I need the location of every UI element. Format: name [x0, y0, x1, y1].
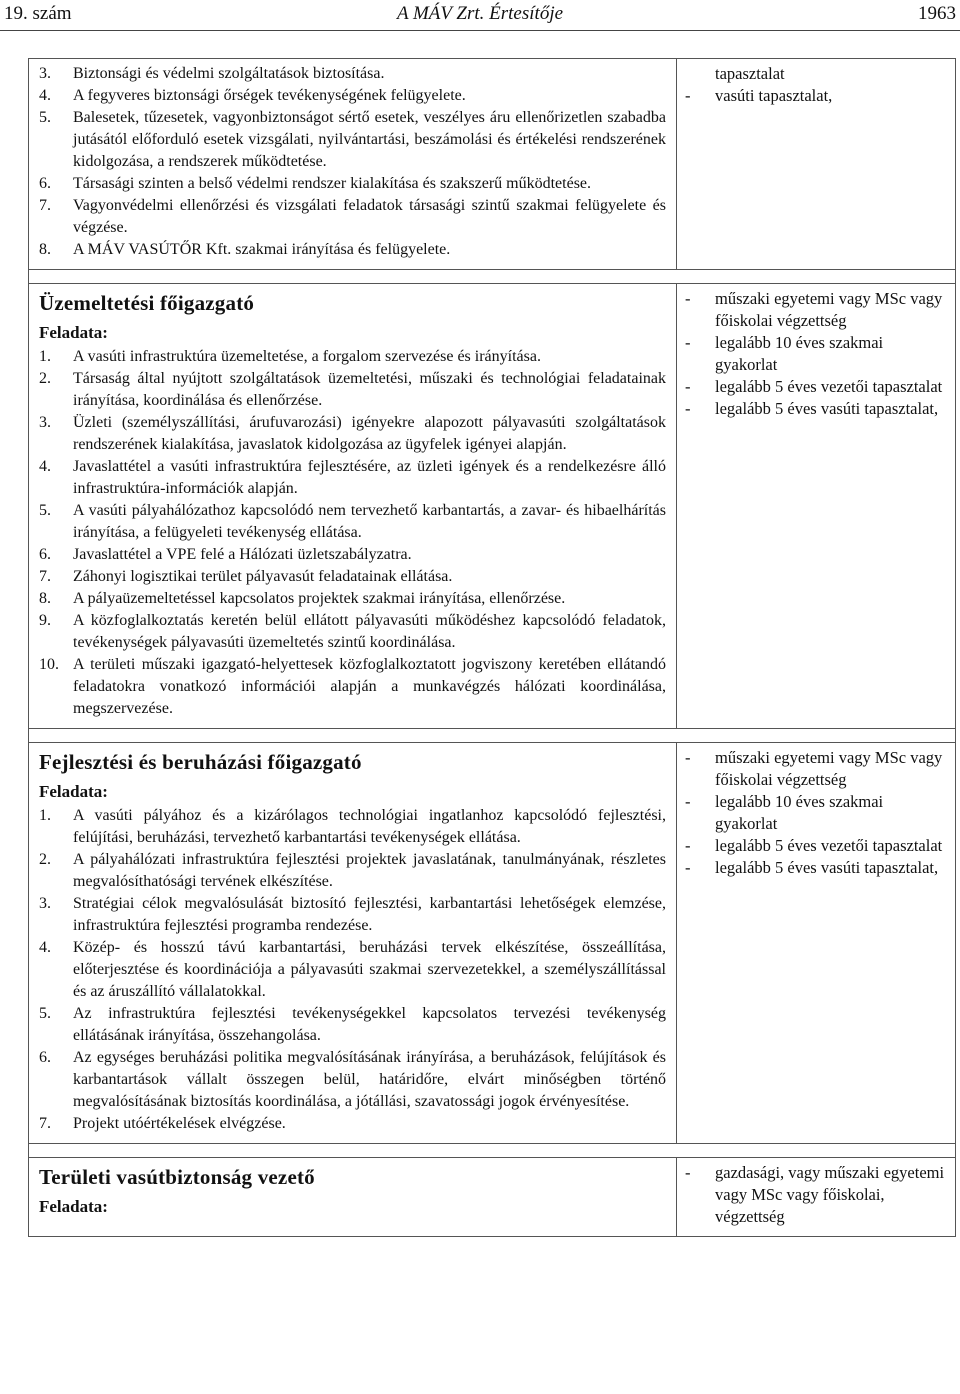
- duty-item: [39, 85, 666, 107]
- requirements-list: [685, 288, 949, 420]
- duty-text: Balesetek, tűzesetek, vagyonbiztonságot sértő esetek, veszélyes áru ellenőrizetlen szabadba jutásától előforduló esetek vizsgálati, nyilvántartási, beszámolási és értékelési rendszerének kidolgozása, a rendszerek működtetése.: [73, 109, 666, 170]
- duty-number: 3.: [39, 414, 51, 431]
- duty-item: [39, 654, 666, 720]
- duty-number: 7.: [39, 197, 51, 214]
- role-title: Üzemeltetési főigazgató: [39, 291, 255, 315]
- duty-item: [39, 500, 666, 544]
- role-title: Területi vasútbiztonság vezető: [39, 1165, 315, 1189]
- duty-text: A fegyveres biztonsági őrségek tevékenységének felügyelete.: [73, 87, 466, 104]
- duties-list: [39, 63, 666, 261]
- duty-number: 1.: [39, 348, 51, 365]
- duty-number: 1.: [39, 807, 51, 824]
- requirement-item: [685, 747, 949, 791]
- duties-cell: [29, 743, 677, 1144]
- duties-cell: [29, 284, 677, 729]
- requirement-text: legalább 5 éves vezetői tapasztalat: [715, 377, 943, 396]
- duty-text: Javaslattétel a VPE felé a Hálózati üzletszabályzatra.: [73, 546, 412, 563]
- spacer-cell: [677, 1144, 956, 1158]
- issue-number: 19. szám: [4, 3, 72, 24]
- bullet-dash: -: [685, 289, 691, 308]
- duty-number: 5.: [39, 502, 51, 519]
- duty-number: 2.: [39, 370, 51, 387]
- requirement-item: [685, 85, 949, 107]
- role-row: [29, 59, 956, 270]
- duty-number: 3.: [39, 65, 51, 82]
- duty-number: 7.: [39, 568, 51, 585]
- duties-label: Feladata:: [39, 323, 108, 342]
- duty-text: Közép- és hosszú távú karbantartási, beruházási tervek elkészítése, összeállítása, előterjesztése és koordinációja a pályavasúti szakmai szervezetekkel, a személyszállítással és az áruszállító vállalatokkal.: [73, 939, 666, 1000]
- duty-item: [39, 173, 666, 195]
- page-header: [0, 0, 960, 28]
- duty-number: 6.: [39, 175, 51, 192]
- duty-item: [39, 195, 666, 239]
- duties-list: [39, 346, 666, 720]
- duty-number: 5.: [39, 109, 51, 126]
- requirement-text: legalább 5 éves vezetői tapasztalat: [715, 836, 943, 855]
- duty-number: 9.: [39, 612, 51, 629]
- row-spacer: [29, 729, 956, 743]
- duty-text: Az infrastruktúra fejlesztési tevékenységekkel kapcsolatos tervezési tevékenység ellátásának irányítása, összehangolása.: [73, 1005, 666, 1044]
- duty-item: [39, 893, 666, 937]
- header-rule: [0, 30, 960, 31]
- row-spacer: [29, 1144, 956, 1158]
- page-number: 1963: [918, 3, 956, 24]
- requirements-list: [685, 85, 949, 107]
- duty-text: Vagyonvédelmi ellenőrzési és vizsgálati feladatok társasági szintű szakmai felügyelete és végzése.: [73, 197, 666, 236]
- duty-number: 3.: [39, 895, 51, 912]
- duty-number: 4.: [39, 458, 51, 475]
- duty-number: 4.: [39, 939, 51, 956]
- duty-item: [39, 63, 666, 85]
- duty-item: [39, 107, 666, 173]
- duty-item: [39, 456, 666, 500]
- duty-number: 4.: [39, 87, 51, 104]
- duty-item: [39, 1113, 666, 1135]
- duty-number: 2.: [39, 851, 51, 868]
- requirements-cell: [677, 284, 956, 729]
- requirement-item: [685, 1162, 949, 1228]
- duty-number: 5.: [39, 1005, 51, 1022]
- role-title: Fejlesztési és beruházási főigazgató: [39, 750, 362, 774]
- duty-item: [39, 805, 666, 849]
- duty-item: [39, 368, 666, 412]
- duty-text: Társaság által nyújtott szolgáltatások üzemeltetési, műszaki és technológiai feladatainak irányítása, koordinálása és ellenőrzése.: [73, 370, 666, 409]
- requirement-item: [685, 857, 949, 879]
- requirements-list: [685, 1162, 949, 1228]
- publication-title: A MÁV Zrt. Értesítője: [396, 3, 564, 24]
- requirement-text: legalább 5 éves vasúti tapasztalat,: [715, 399, 939, 418]
- duty-item: [39, 544, 666, 566]
- duty-text: Stratégiai célok megvalósulását biztosító fejlesztési, karbantartási lehetőségek elemzése, infrastruktúra fejlesztési programba rendezése.: [73, 895, 666, 934]
- duty-item: [39, 346, 666, 368]
- spacer-cell: [29, 729, 677, 743]
- duty-text: Projekt utóértékelések elvégzése.: [73, 1115, 286, 1132]
- duty-text: A pályaüzemeltetéssel kapcsolatos projektek szakmai irányítása, ellenőrzése.: [73, 590, 566, 607]
- duty-text: Társasági szinten a belső védelmi rendszer kialakítása és szakszerű működtetése.: [73, 175, 592, 192]
- bullet-dash: -: [685, 377, 691, 396]
- requirement-text: műszaki egyetemi vagy MSc vagy főiskolai végzettség: [715, 748, 943, 789]
- role-row: [29, 743, 956, 1144]
- spacer-cell: [29, 270, 677, 284]
- spacer-cell: [677, 729, 956, 743]
- duty-text: A MÁV VASÚTŐR Kft. szakmai irányítása és felügyelete.: [73, 241, 451, 258]
- bullet-dash: -: [685, 1163, 691, 1182]
- requirement-item: [685, 332, 949, 376]
- duty-text: A vasúti pályához és a kizárólagos technológiai ingatlanhoz kapcsolódó fejlesztési, felújítási, beruházási, tervezhető karbantartási tevékenységek ellátása.: [73, 807, 666, 846]
- requirement-text: vasúti tapasztalat,: [715, 86, 833, 105]
- requirement-text: legalább 5 éves vasúti tapasztalat,: [715, 858, 939, 877]
- duty-number: 6.: [39, 546, 51, 563]
- duty-text: Az egységes beruházási politika megvalósításának irányírása, a beruházások, felújítások és karbantartások vállalt összegen belül, határidőre, elvárt minőségben történő megvalósításának biztosítás koordinálása, a jótállási, szavatossági jogok érvényesítése.: [73, 1049, 666, 1110]
- duty-item: [39, 412, 666, 456]
- requirement-text: legalább 10 éves szakmai gyakorlat: [715, 792, 884, 833]
- duty-number: 8.: [39, 241, 51, 258]
- roles-table: [28, 58, 956, 1237]
- duty-item: [39, 566, 666, 588]
- duty-item: [39, 239, 666, 261]
- duty-item: [39, 937, 666, 1003]
- requirement-text: legalább 10 éves szakmai gyakorlat: [715, 333, 884, 374]
- bullet-dash: -: [685, 399, 691, 418]
- bullet-dash: -: [685, 333, 691, 352]
- duty-item: [39, 849, 666, 893]
- requirement-text: gazdasági, vagy műszaki egyetemi vagy MSc vagy főiskolai, végzettség: [715, 1163, 945, 1226]
- duty-text: Üzleti (személyszállítási, árufuvarozási) igényekre alapozott pályavasúti szolgáltatások rendszerének kialakítása, javaslatok kidolgozása az ügyfelek igényei alapján.: [73, 414, 666, 453]
- duties-label: Feladata:: [39, 1197, 108, 1216]
- duty-item: [39, 1047, 666, 1113]
- requirement-item: [685, 835, 949, 857]
- role-row: [29, 1158, 956, 1237]
- bullet-dash: -: [685, 86, 691, 105]
- spacer-cell: [677, 270, 956, 284]
- requirement-text: műszaki egyetemi vagy MSc vagy főiskolai végzettség: [715, 289, 943, 330]
- requirement-item: [685, 376, 949, 398]
- duty-item: [39, 610, 666, 654]
- duty-text: A közfoglalkoztatás keretén belül ellátott pályavasúti működéshez kapcsolódó feladatok, tevékenységek pályavasúti üzemeltetés szintű koordinálása.: [73, 612, 666, 651]
- duty-number: 10.: [39, 656, 59, 673]
- requirements-cell: [677, 1158, 956, 1237]
- bullet-dash: -: [685, 792, 691, 811]
- requirements-cell: [677, 743, 956, 1144]
- requirement-item: [685, 398, 949, 420]
- duties-cell: [29, 59, 677, 270]
- spacer-cell: [29, 1144, 677, 1158]
- duty-text: A pályahálózati infrastruktúra fejlesztési projektek javaslatának, tanulmányának, részletes megvalósíthatósági tervének elkészítése.: [73, 851, 666, 890]
- duty-text: A vasúti infrastruktúra üzemeltetése, a forgalom szervezése és irányítása.: [73, 348, 541, 365]
- duties-list: [39, 805, 666, 1135]
- requirement-continuation: tapasztalat: [715, 64, 785, 83]
- duty-text: Záhonyi logisztikai terület pályavasút feladatainak ellátása.: [73, 568, 453, 585]
- duty-text: A vasúti pályahálózathoz kapcsolódó nem tervezhető karbantartás, a zavar- és hibaelhárítás irányítása, a felügyeleti tevékenység ellátása.: [73, 502, 666, 541]
- bullet-dash: -: [685, 748, 691, 767]
- requirement-item: [685, 791, 949, 835]
- duty-text: Biztonsági és védelmi szolgáltatások biztosítása.: [73, 65, 385, 82]
- duty-item: [39, 588, 666, 610]
- requirement-item: [685, 288, 949, 332]
- requirements-list: [685, 747, 949, 879]
- row-spacer: [29, 270, 956, 284]
- duty-item: [39, 1003, 666, 1047]
- duty-text: A területi műszaki igazgató-helyettesek közfoglalkoztatott jogviszony keretében ellátandó feladatokra vonatkozó információi alapján a munkavégzés hálózati koordinálása, megszervezése.: [73, 656, 666, 717]
- requirements-cell: [677, 59, 956, 270]
- bullet-dash: -: [685, 836, 691, 855]
- role-row: [29, 284, 956, 729]
- bullet-dash: -: [685, 858, 691, 877]
- duties-cell: [29, 1158, 677, 1237]
- duty-number: 8.: [39, 590, 51, 607]
- duty-number: 7.: [39, 1115, 51, 1132]
- duty-number: 6.: [39, 1049, 51, 1066]
- duties-label: Feladata:: [39, 782, 108, 801]
- duty-text: Javaslattétel a vasúti infrastruktúra fejlesztésére, az üzleti igények és a rendelkezésre álló infrastruktúra-információk alapján.: [73, 458, 666, 497]
